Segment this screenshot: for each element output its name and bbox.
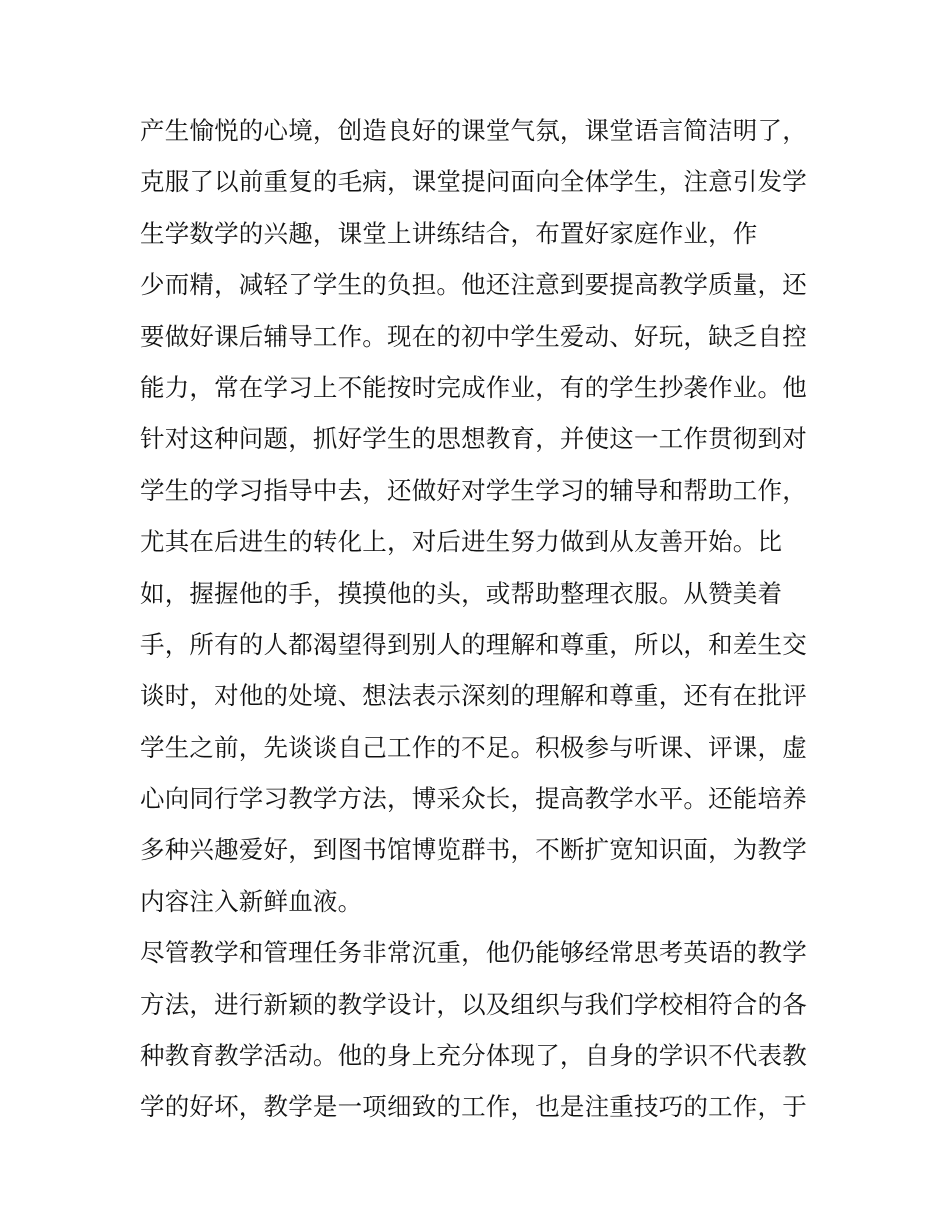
body-text — [140, 105, 820, 1133]
text-line: 谈时，对他的处境、想法表示深刻的理解和尊重，还有在批评 — [140, 681, 807, 711]
text-line: 尽管教学和管理任务非常沉重，他仍能够经常思考英语的教学 — [140, 938, 807, 968]
text-line: 心向同行学习教学方法，博采众长，提高教学水平。还能培养 — [140, 784, 807, 814]
text-line: 少而精，减轻了学生的负担。他还注意到要提高教学质量，还 — [140, 270, 807, 300]
text-line: 尤其在后进生的转化上，对后进生努力做到从友善开始。比 — [140, 527, 783, 557]
text-line: 多种兴趣爱好，到图书馆博览群书，不断扩宽知识面，为教学 — [140, 835, 807, 865]
text-line: 学的好坏，教学是一项细致的工作，也是注重技巧的工作，于 — [140, 1092, 807, 1122]
text-line: 学生之前，先谈谈自己工作的不足。积极参与听课、评课，虚 — [140, 732, 807, 762]
text-line: 内容注入新鲜血液。 — [140, 886, 363, 916]
text-line: 方法，进行新颖的教学设计，以及组织与我们学校相符合的各 — [140, 989, 807, 1019]
text-line: 克服了以前重复的毛病，课堂提问面向全体学生，注意引发学 — [140, 167, 807, 197]
text-line: 针对这种问题，抓好学生的思想教育，并使这一工作贯彻到对 — [140, 424, 807, 454]
text-line: 生学数学的兴趣，课堂上讲练结合，布置好家庭作业，作 — [140, 218, 758, 248]
text-line: 手，所有的人都渴望得到别人的理解和尊重，所以，和差生交 — [140, 629, 807, 659]
text-line: 种教育教学活动。他的身上充分体现了，自身的学识不代表教 — [140, 1041, 807, 1071]
text-line: 能力，常在学习上不能按时完成作业，有的学生抄袭作业。他 — [140, 372, 807, 402]
text-line: 要做好课后辅导工作。现在的初中学生爱动、好玩，缺乏自控 — [140, 321, 807, 351]
text-line: 学生的学习指导中去，还做好对学生学习的辅导和帮助工作， — [140, 475, 807, 505]
text-line: 如，握握他的手，摸摸他的头，或帮助整理衣服。从赞美着 — [140, 578, 783, 608]
text-line: 产生愉悦的心境，创造良好的课堂气氛，课堂语言简洁明了， — [140, 116, 807, 145]
